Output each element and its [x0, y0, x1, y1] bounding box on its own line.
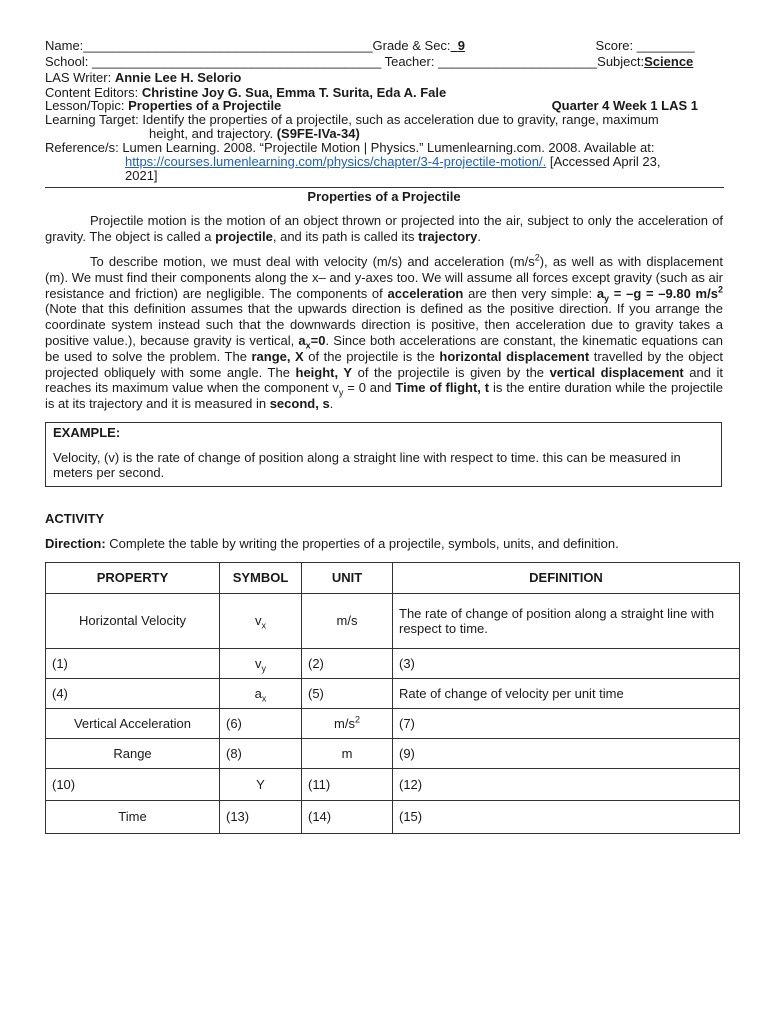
direction-text: Complete the table by writing the properties of a projectile, symbols, units, and definition. [105, 536, 619, 551]
reference-year: 2021] [125, 168, 158, 183]
target-label: Learning Target: [45, 112, 139, 127]
table-row [46, 649, 740, 679]
cell-property: Vertical Acceleration [46, 709, 220, 739]
teacher-field[interactable]: ______________________ [438, 54, 598, 69]
example-box [45, 422, 722, 487]
cell-property-blank[interactable]: (10) [46, 769, 220, 801]
reference-accessed: [Accessed April 23, [549, 154, 661, 169]
table-row [46, 679, 740, 709]
table-row [46, 709, 740, 739]
table-row [46, 594, 740, 649]
subject-label: Subject: [597, 54, 645, 69]
paragraph-1: Projectile motion is the motion of an object thrown or projected into the air, subject to only the acceleration of gravity. The object is called a projectile, and its path is called its trajectory. [45, 213, 723, 244]
header-unit: UNIT [302, 563, 393, 594]
reference-label: Reference/s: [45, 140, 119, 155]
grade-field[interactable] [451, 38, 596, 54]
table-row [46, 801, 740, 834]
activity-direction [45, 536, 619, 552]
header-property: PROPERTY [46, 563, 220, 594]
lesson-value: Properties of a Projectile [128, 98, 282, 113]
cell-symbol-blank[interactable]: (6) [220, 709, 302, 739]
cell-property-blank[interactable]: (1) [46, 649, 220, 679]
editors-label: Content Editors: [45, 85, 139, 100]
writer-value: Annie Lee H. Selorio [114, 70, 242, 85]
header-row-school [45, 54, 693, 70]
cell-symbol: $a_x$ [220, 679, 302, 709]
reference-url-link[interactable]: https://courses.lumenlearning.com/physics/chapter/3-4-projectile-motion/. [125, 154, 547, 169]
target-code: (S9FE-IVa-34) [276, 126, 360, 141]
cell-definition-blank[interactable]: (12) [393, 769, 740, 801]
table-row [46, 769, 740, 801]
name-label: Name: [45, 38, 84, 53]
score-label: Score: [595, 38, 634, 53]
cell-unit-blank[interactable]: (11) [302, 769, 393, 801]
cell-symbol: Y [220, 769, 302, 801]
cell-definition-blank[interactable]: (9) [393, 739, 740, 769]
teacher-label: Teacher: [384, 54, 435, 69]
cell-symbol-blank[interactable]: (8) [220, 739, 302, 769]
header-row-name [45, 38, 695, 54]
score-field[interactable]: ________ [636, 38, 695, 53]
cell-definition: Rate of change of velocity per unit time [393, 679, 740, 709]
paragraph-2: To describe motion, we must deal with velocity (m/s) and acceleration $(m/s^2)$, as well as with displacement (m). We must find their components along the x– and y-axes too. We will assume all forces except gravity (such as air resistance and friction) are negligible. The components of acceleration are then very simple: $a_y = -g = -9.80$ $m/s^2$ (Note that this definition assumes that the upwards direction is defined as the positive direction. If you arrange the coordinate system instead such that the downwards direction is positive, then acceleration due to gravity takes a positive value.), because gravity is vertical, $a_x=0$. Since both accelerations are constant, the kinematic equations can be used to solve the problem. The range, X of the projectile is the horizontal displacement travelled by the object projected obliquely with some angle. The height, Y of the projectile is given by the vertical displacement and it reaches its maximum value when the component $v_y = 0$ and Time of flight, t is the entire duration while the projectile is at its trajectory and it is measured in second, s. [45, 252, 724, 412]
cell-property: Range [46, 739, 220, 769]
cell-unit-blank[interactable]: (5) [302, 679, 393, 709]
cell-definition: The rate of change of position along a straight line with respect to time. [393, 594, 740, 649]
cell-property: Time [46, 801, 220, 834]
grade-label: Grade & Sec: [372, 38, 451, 53]
target-text-2: height, and trajectory. [149, 126, 274, 141]
writer-line [45, 70, 241, 86]
example-text: Velocity, (v) is the rate of change of position along a straight line with respect to time. this can be measured in meters per second. [53, 449, 681, 480]
activity-table [45, 562, 740, 834]
cell-symbol: $v_x$ [220, 594, 302, 649]
cell-property-blank[interactable]: (4) [46, 679, 220, 709]
cell-unit: m [302, 739, 393, 769]
name-field[interactable]: ________________________________________ [83, 38, 373, 53]
lesson-title: Properties of a Projectile [307, 189, 461, 204]
activity-title: ACTIVITY [45, 511, 105, 526]
reference-text: Lumen Learning. 2008. “Projectile Motion | Physics.” Lumenlearning.com. 2008. Available at: [122, 140, 655, 155]
header-symbol: SYMBOL [220, 563, 302, 594]
target-text: Identify the properties of a projectile, such as acceleration due to gravity, range, maximum [142, 112, 659, 127]
header-definition: DEFINITION [393, 563, 740, 594]
lesson-label: Lesson/Topic: [45, 98, 125, 113]
cell-symbol: $v_y$ [220, 649, 302, 679]
school-label: School: [45, 54, 89, 69]
table-row [46, 739, 740, 769]
school-field[interactable]: ________________________________________ [92, 54, 382, 69]
cell-definition-blank[interactable]: (3) [393, 649, 740, 679]
cell-unit: m/s [302, 594, 393, 649]
grade-value: 9 [457, 38, 466, 53]
reference-line-2 [125, 154, 660, 170]
quarter-label: Quarter 4 Week 1 LAS 1 [551, 98, 698, 113]
cell-unit: $m/s^2$ [302, 709, 393, 739]
cell-unit-blank[interactable]: (2) [302, 649, 393, 679]
cell-symbol-blank[interactable]: (13) [220, 801, 302, 834]
table-header-row [46, 563, 740, 594]
cell-unit-blank[interactable]: (14) [302, 801, 393, 834]
subject-value: Science [644, 54, 694, 69]
header-divider [45, 187, 724, 188]
editors-value: Christine Joy G. Sua, Emma T. Surita, Eda A. Fale [141, 85, 447, 100]
cell-definition-blank[interactable]: (7) [393, 709, 740, 739]
direction-label: Direction: [45, 536, 106, 551]
cell-definition-blank[interactable]: (15) [393, 801, 740, 834]
cell-property: Horizontal Velocity [46, 594, 220, 649]
writer-label: LAS Writer: [45, 70, 112, 85]
example-title: EXAMPLE: [53, 425, 121, 440]
